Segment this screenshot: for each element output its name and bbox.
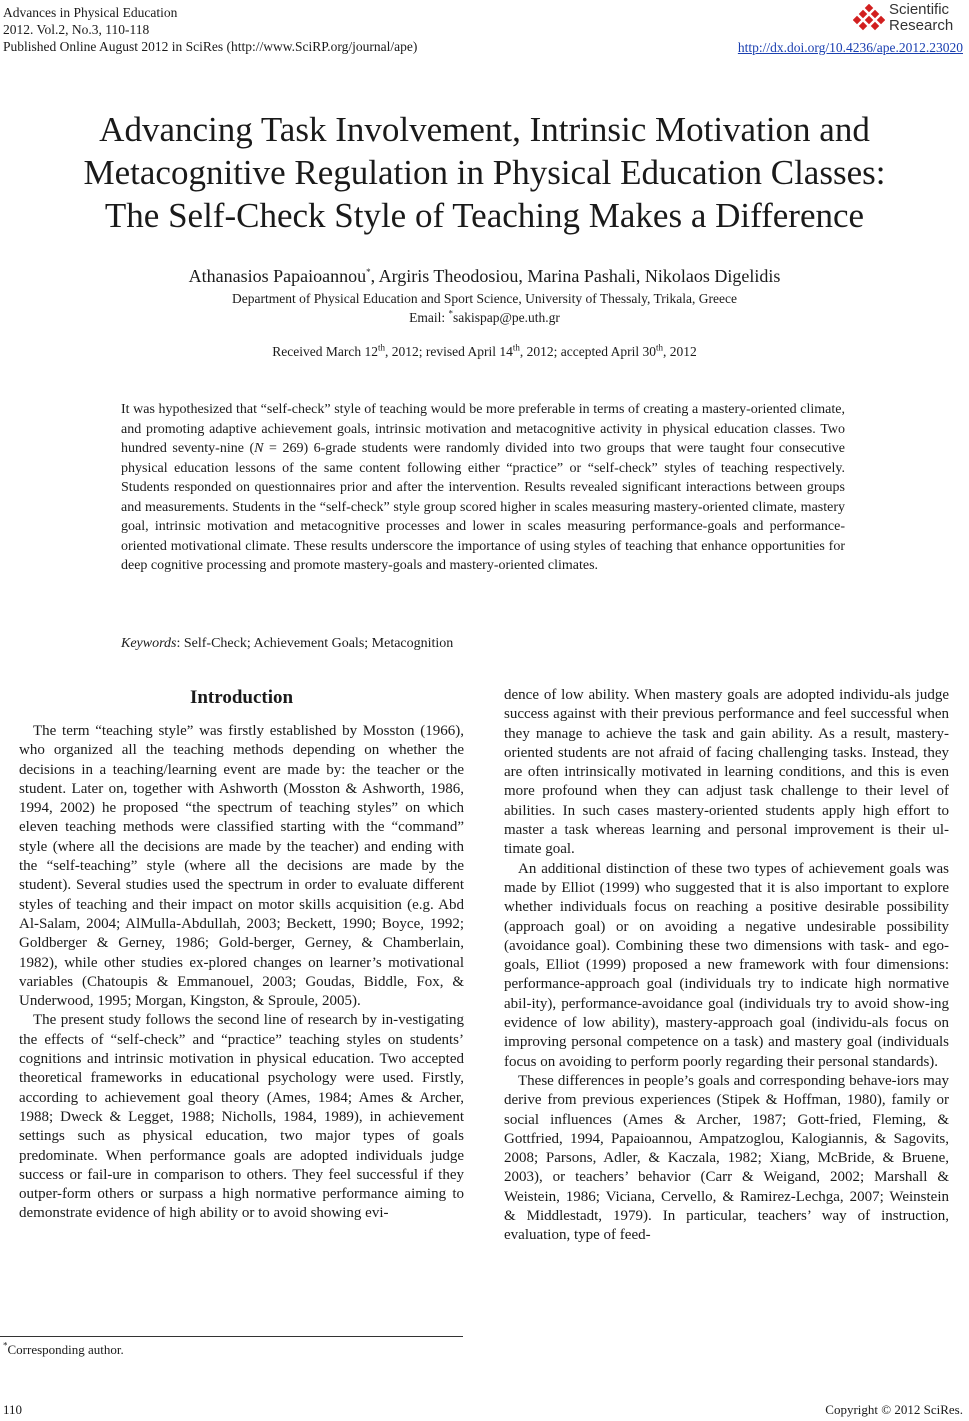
paragraph: An additional distinction of these two types of achievement goals was made by Elliot (1999) who suggested that it is also important to explore whether individuals focus on reaching a positive desirable possibility (approach goal) or on avoiding a negative undesirable possibility (avoidance goal). Combining these two dimensions with task- and ego-goals, Elliot (1999) proposed a new framework with four dimensions: performance-approach goal (individuals try to indicate high normative abil-ity), performance-avoidance goal (individuals try to avoid show-ing evidence of low ability), mastery-approach goal (individu-als focus on improving personal competence on a task) and mastery goal (individuals focus on avoiding to perform poorly regarding their personal standards). — [504, 860, 949, 1070]
right-column — [504, 686, 949, 1246]
journal-published: Published Online August 2012 in SciRes (http://www.SciRP.org/journal/ape) — [3, 39, 418, 54]
footnote — [3, 1342, 124, 1358]
paragraph: The term “teaching style” was firstly established by Mosston (1966), who organized all the teaching methods depending on whether the decisions in a teaching/learning event are made by: the teacher or the student. Later on, together with Ashworth (Mosston & Ashworth, 1986, 1994, 2002) he proposed “the spectrum of teaching styles” on which eleven teaching methods were classified starting with the “command” style (where all the decisions are made by the teacher) and ending with the “self-teaching” style (where all the decisions are made by the student). Several studies used the spectrum in order to evaluate different styles of teaching and their impact on motor skills acquisition (e.g. Abd Al-Salam, 2004; AlMulla-Abdullah, 2003; Beckett, 1990; Boyce, 1992; Goldberger & Gerney, 1986; Gold-berger, Gerney, & Chamberlain, 1982), while other studies ex-plored changes on learner’s motivational variables (Chatoupis & Emmanouel, 2003; Goudas, Biddle, Fox, & Underwood, 1995; Morgan, Kingston, & Sproule, 2005). — [19, 723, 464, 1010]
email-address[interactable]: sakispap@pe.uth.gr — [452, 310, 560, 325]
ordinal-suffix: th — [512, 342, 520, 353]
ordinal-suffix: th — [655, 342, 663, 353]
email-mark: * — [448, 308, 453, 319]
paragraph: dence of low ability. When mastery goals are adopted individu-als judge success against with their previous performance and feel successful when they manage to achieve the task and gain ability. As a result, mastery-oriented students are not afraid of facing challenging tasks. Instead, they are often intrinsically motivated in learning conditions, and this is even more profound when they can adjust task challenge to their level of abilities. In such cases mastery-oriented students apply high effort to master a task whereas learning and personal improvement is their ul-timate goal. — [504, 687, 949, 858]
keywords-label: Keywords — [121, 636, 177, 651]
footnote-text: Corresponding author. — [7, 1342, 124, 1357]
logo-diamond-icon — [853, 4, 885, 34]
footnote-mark: * — [3, 1340, 8, 1351]
left-column — [19, 686, 464, 1224]
other-authors: , Argiris Theodosiou, Marina Pashali, Nikolaos Digelidis — [370, 266, 781, 286]
paragraph: The present study follows the second line of research by in-vestigating the effects of “self-check” and “practice” teaching styles on students’ cognitions and intrinsic motivation in physical education. Two accepted theoretical frameworks in educational psychology were used. Firstly, according to achievement goal theory (Ames, 1984; Ames & Archer, 1988; Dweck & Legget, 1988; Nicholls, 1984, 1989), in achievement settings such as physical education, two major types of goals predominate. When performance goals are adopted individuals judge success or fail-ure in comparison to others. They feel successful if they outper-form others or surpass a high normative performance aiming to demonstrate evidence of high ability or to avoid showing evi- — [19, 1012, 464, 1222]
email-line — [0, 310, 969, 326]
keywords — [121, 636, 453, 652]
keywords-text: : Self-Check; Achievement Goals; Metacognition — [176, 636, 454, 651]
paragraph: These differences in people’s goals and corresponding behave-iors may derive from previous experiences (Stipek & Hoffman, 1980), family or social influences (Ames & Archer, 1987; Gott-fried, Fleming, & Gottfried, 1994, Papaioannou, Ampatzoglou, Kalogiannis, & Sagovits, 2008; Parsons, Adler, & Kaczala, 1982; Xiang, McBride, & Bruene, 2003), or teachers’ behavior (Carr & Weigand, 2002; Marshall & Weistein, 1986; Viciana, Cervello, & Ramirez-Lechga, 2007; Weinstein & Middlestadt, 1979). In particular, teachers’ way of instruction, evaluation, type of feed- — [504, 1072, 949, 1244]
affiliation: Department of Physical Education and Sport Science, University of Thessaly, Trikala, Greece — [232, 291, 737, 306]
author-list — [0, 266, 969, 287]
abstract-text-2: = 269) 6-grade students were randomly divided into two groups that were taught four consecutive physical education lessons of the same content following either “practice” or “self-check” styles of teaching respectively. Students responded on questionnaires prior and after the intervention. Results revealed significant interactions between groups and measurements. Students in the “self-check” style group scored higher in scales measuring mastery-oriented climate, mastery goal, intrinsic motivation and metacognitive processes and lower in scales measuring performance-goals and performance-oriented motivational climate. These results underscore the importance of using styles of teaching that enhance opportunities for deep cognitive processing and promote mastery-goals and mastery-oriented climates. — [121, 441, 845, 573]
abstract-text-1: It was hypothesized that “self-check” style of teaching would be more preferable in terms of creating a mastery-oriented climate, and promoting adaptive achievement goals, intrinsic motivation and metacognitive activity in physical education classes. Two hundred seventy-nine ( — [121, 402, 845, 456]
copyright: Copyright © 2012 SciRes. — [825, 1402, 963, 1417]
doi-link[interactable]: http://dx.doi.org/10.4236/ape.2012.23020 — [737, 40, 963, 55]
title-line: Metacognitive Regulation in Physical Education Classes: — [83, 153, 886, 192]
received-dates — [0, 344, 969, 360]
n-symbol: N — [254, 441, 264, 456]
journal-header — [3, 4, 417, 55]
logo-text-line1: Scientific — [889, 1, 950, 18]
abstract — [121, 400, 845, 576]
revised-text: , 2012; revised April 14 — [384, 344, 513, 359]
journal-name: Advances in Physical Education — [3, 5, 178, 20]
footnote-divider — [0, 1336, 463, 1337]
logo-text-line2: Research — [889, 17, 954, 34]
page-number: 110 — [3, 1402, 23, 1417]
ordinal-suffix: th — [377, 342, 385, 353]
scientific-research-logo — [853, 2, 963, 38]
year-text: , 2012 — [662, 344, 697, 359]
title-line: Advancing Task Involvement, Intrinsic Motivation and — [99, 110, 870, 149]
paper-title — [0, 108, 969, 237]
accepted-text: , 2012; accepted April 30 — [519, 344, 656, 359]
received-text: Received March 12 — [272, 344, 378, 359]
journal-volume: 2012. Vol.2, No.3, 110-118 — [3, 22, 150, 37]
section-title: Introduction — [189, 687, 294, 708]
email-label: Email: — [409, 310, 449, 325]
title-line: The Self-Check Style of Teaching Makes a Difference — [104, 196, 865, 235]
corresponding-mark: * — [366, 267, 371, 277]
first-author: Athanasios Papaioannou — [188, 266, 367, 286]
